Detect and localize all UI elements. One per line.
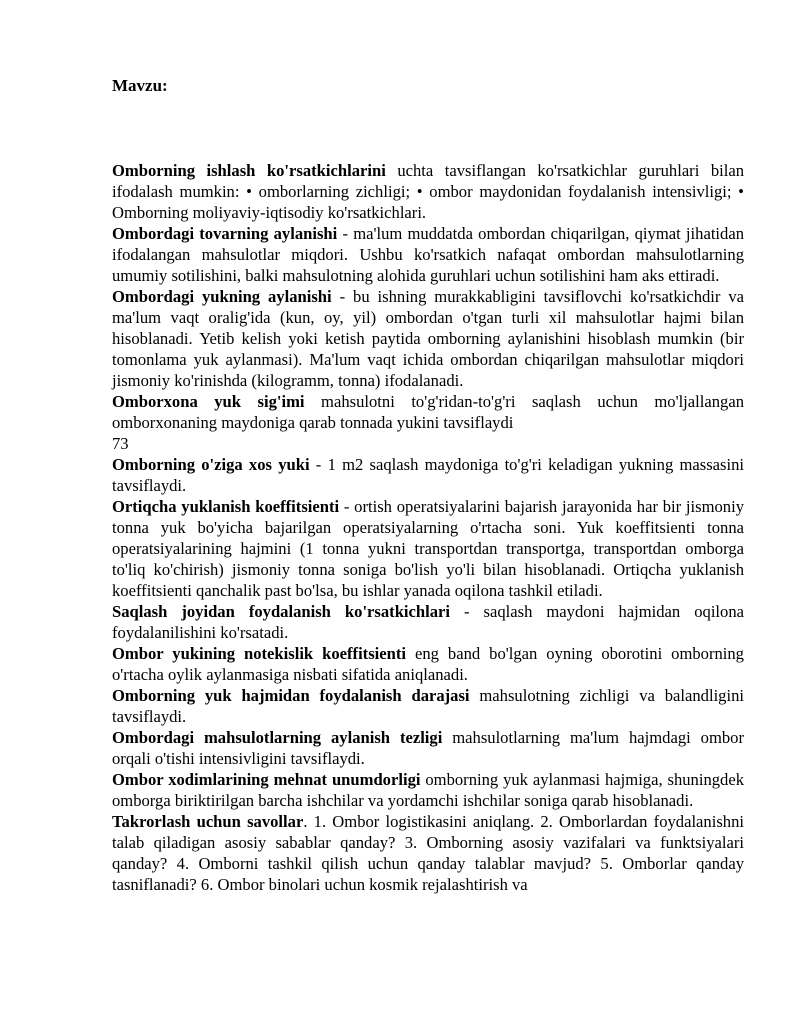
- definition: mahsulotning zichligi va balandligini tavsiflaydi.: [112, 686, 744, 726]
- term: Ombordagi mahsulotlarning aylanish tezligi: [112, 728, 443, 747]
- term: Takrorlash uchun savollar: [112, 812, 304, 831]
- paragraph: [112, 286, 744, 391]
- page-number: 73: [112, 434, 129, 453]
- paragraph: [112, 601, 744, 643]
- term: Ombor yukining notekislik koeffitsienti: [112, 644, 407, 663]
- term: Ortiqcha yuklanish koeffitsienti: [112, 497, 340, 516]
- definition: omborning yuk aylanmasi hajmiga, shuningdek omborga biriktirilgan barcha ishchilar va yordamchi ishchilar soniga qarab hisoblanadi.: [112, 770, 745, 810]
- term: Omborning o'ziga xos yuki: [112, 455, 310, 474]
- term: Omborning yuk hajmidan foydalanish darajasi: [112, 686, 470, 705]
- page-title: Mavzu:: [112, 76, 168, 95]
- term: Ombor xodimlarining mehnat unumdorligi: [112, 770, 421, 789]
- paragraph: [112, 685, 744, 727]
- definition: - bu ishning murakkabligini tavsiflovchi ko'rsatkichdir va ma'lum vaqt oralig'ida (kun, oy, yil) ombordan o'tgan turli xil mahsulotlar hajmi bilan hisoblanadi. Yetib kelish yoki ketish paytida omborning aylanishini hisoblash mumkin (bir tomonlama yuk aylanmasi). Ma'lum vaqt ichida ombordan chiqarilgan mahsulotlar miqdori jismoniy ko'rinishda (kilogramm, tonna) ifodalanadi.: [112, 287, 744, 390]
- paragraph: [112, 811, 744, 895]
- definition: mahsulotni to'g'ridan-to'g'ri saqlash uchun mo'ljallangan omborxonaning maydoniga qarab tonnada yukini tavsiflaydi: [112, 392, 745, 432]
- paragraph: [112, 223, 744, 286]
- definition: - saqlash maydoni hajmidan oqilona foydalanilishini ko'rsatadi.: [112, 602, 744, 642]
- definition: . 1. Ombor logistikasini aniqlang. 2. Omborlardan foydalanishni talab qiladigan asosiy sabablar qanday? 3. Omborning asosiy vazifalari va funktsiyalari qanday? 4. Omborni tashkil qilish uchun qanday talablar mavjud? 5. Omborlar qanday tasniflanadi? 6. Ombor binolari uchun kosmik rejalashtirish va: [112, 812, 744, 894]
- term: Ombordagi yukning aylanishi: [112, 287, 332, 306]
- paragraph: [112, 769, 744, 811]
- definition: mahsulotlarning ma'lum hajmdagi ombor orqali o'tishi intensivligini tavsiflaydi.: [112, 728, 744, 768]
- term: Omborning ishlash ko'rsatkichlarini: [112, 161, 386, 180]
- paragraph: [112, 727, 744, 769]
- paragraph: [112, 643, 744, 685]
- definition: - ortish operatsiyalarini bajarish jarayonida har bir jismoniy tonna yuk bo'yicha bajarilgan operatsiyalarning o'rtacha soni. Yuk koeffitsienti tonna operatsiyalarining hajmini (1 tonna yukni transportdan transportga, transportdan omborga to'liq ko'chirish) jismoniy tonna soniga bo'lish yo'li bilan hisoblanadi. Ortiqcha yuklanish koeffitsienti qanchalik past bo'lsa, bu ishlar yanada oqilona tashkil etiladi.: [112, 497, 745, 600]
- term: Saqlash joyidan foydalanish ko'rsatkichlari: [112, 602, 451, 621]
- definition: - 1 m2 saqlash maydoniga to'g'ri keladigan yukning massasini tavsiflaydi.: [112, 455, 745, 495]
- term: Omborxona yuk sig'imi: [112, 392, 305, 411]
- definition: - ma'lum muddatda ombordan chiqarilgan, qiymat jihatidan ifodalangan mahsulotlar miqdori. Ushbu ko'rsatkich nafaqat ombordan mahsulotlarning umumiy sotilishini, balki mahsulotning alohida guruhlari uchun sotilishini ham aks ettiradi.: [112, 224, 744, 285]
- paragraph: [112, 496, 744, 601]
- definition: eng band bo'lgan oyning oborotini omborning o'rtacha oylik aylanmasiga nisbati sifatida aniqlanadi.: [112, 644, 744, 684]
- paragraph: [112, 160, 744, 223]
- term: Ombordagi tovarning aylanishi: [112, 224, 338, 243]
- document-body: [112, 160, 744, 895]
- paragraph: [112, 454, 744, 496]
- paragraph: [112, 391, 744, 433]
- definition: uchta tavsiflangan ko'rsatkichlar guruhlari bilan ifodalash mumkin: • omborlarning zichligi; • ombor maydonidan foydalanish intensivligi; • Omborning moliyaviy-iqtisodiy ko'rsatkichlari.: [112, 161, 745, 222]
